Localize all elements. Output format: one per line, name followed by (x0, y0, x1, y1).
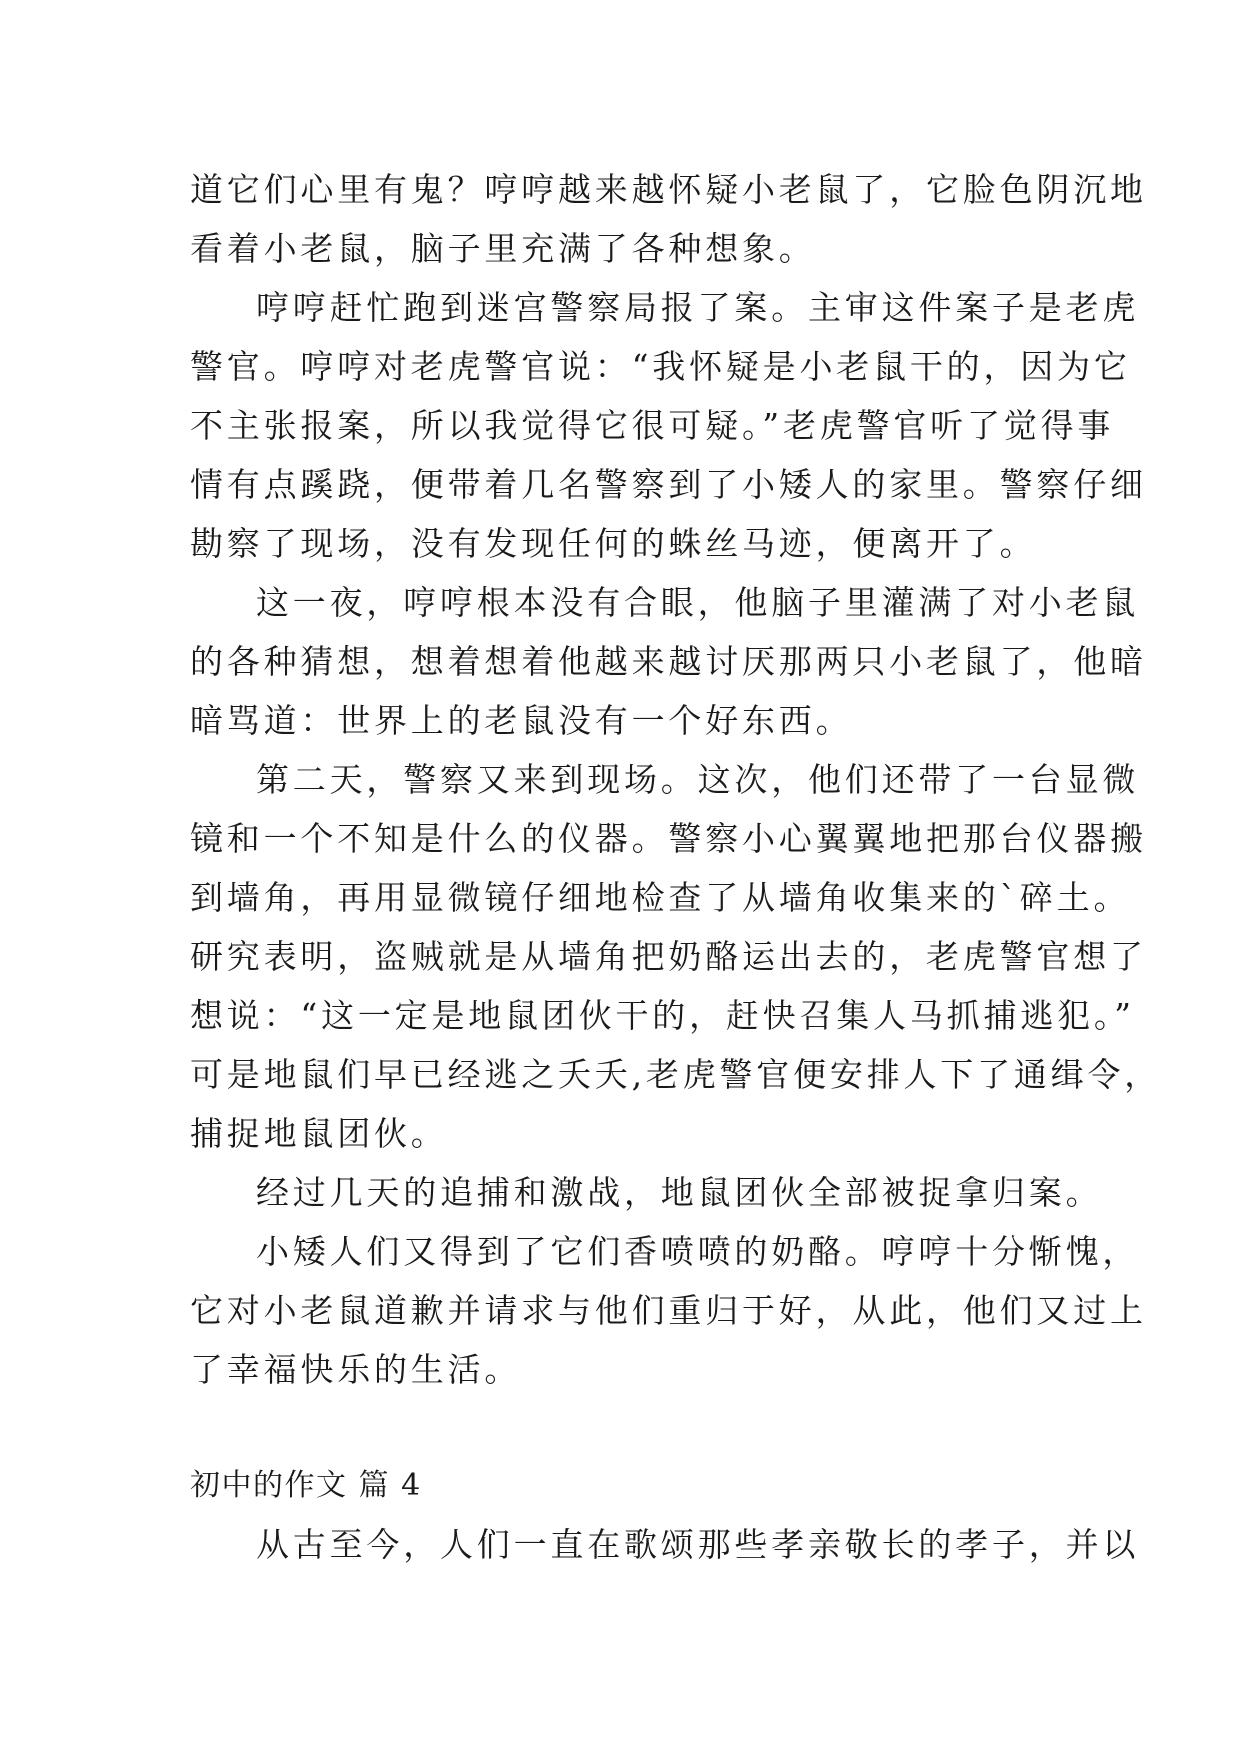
text-line: 到墙角，再用显微镜仔细地检查了从墙角收集来的`碎土。 (190, 878, 1131, 917)
text-line: 情有点蹊跷，便带着几名警察到了小矮人的家里。警察仔细 (190, 465, 1147, 504)
paragraph-7 (190, 1515, 1140, 1574)
paragraph-1 (190, 160, 1147, 278)
paragraph-6 (190, 1222, 1147, 1399)
text-line: 警官。哼哼对老虎警官说：“我怀疑是小老鼠干的，因为它 (190, 347, 1131, 386)
text-line: 可是地鼠们早已经逃之夭夭,老虎警官便安排人下了通缉令， (190, 1055, 1162, 1094)
paragraph-5 (190, 1163, 1103, 1222)
text-line: 这一夜，哼哼根本没有合眼，他脑子里灌满了对小老鼠 (256, 583, 1140, 622)
text-line: 道它们心里有鬼？哼哼越来越怀疑小老鼠了，它脸色阴沉地 (190, 170, 1147, 209)
text-line: 小矮人们又得到了它们香喷喷的奶酪。哼哼十分惭愧， (256, 1232, 1140, 1271)
paragraph-2 (190, 278, 1147, 573)
text-line: 哼哼赶忙跑到迷宫警察局报了案。主审这件案子是老虎 (256, 288, 1140, 327)
text-line: 经过几天的追捕和激战，地鼠团伙全部被捉拿归案。 (256, 1173, 1103, 1212)
text-line: 看着小老鼠，脑子里充满了各种想象。 (190, 229, 816, 268)
text-line: 的各种猜想，想着想着他越来越讨厌那两只小老鼠了，他暗 (190, 642, 1147, 681)
text-line: 想说：“这一定是地鼠团伙干的，赶快召集人马抓捕逃犯。” (190, 996, 1135, 1035)
document-page (190, 160, 1162, 1574)
text-line: 了幸福快乐的生活。 (190, 1350, 522, 1389)
text-line: 捕捉地鼠团伙。 (190, 1114, 448, 1153)
text-line: 镜和一个不知是什么的仪器。警察小心翼翼地把那台仪器搬 (190, 819, 1147, 858)
text-line: 研究表明，盗贼就是从墙角把奶酪运出去的，老虎警官想了 (190, 937, 1147, 976)
paragraph-4 (190, 750, 1162, 1163)
paragraph-3 (190, 573, 1147, 750)
text-line: 勘察了现场，没有发现任何的蛛丝马迹，便离开了。 (190, 524, 1037, 563)
text-line: 它对小老鼠道歉并请求与他们重归于好，从此，他们又过上 (190, 1291, 1147, 1330)
text-line: 不主张报案，所以我觉得它很可疑。”老虎警官听了觉得事 (190, 406, 1115, 445)
text-line: 第二天，警察又来到现场。这次，他们还带了一台显微 (256, 760, 1140, 799)
section-heading: 初中的作文 篇 4 (190, 1468, 422, 1503)
text-line: 暗骂道：世界上的老鼠没有一个好东西。 (190, 701, 853, 740)
text-line: 从古至今，人们一直在歌颂那些孝亲敬长的孝子，并以 (256, 1525, 1140, 1564)
